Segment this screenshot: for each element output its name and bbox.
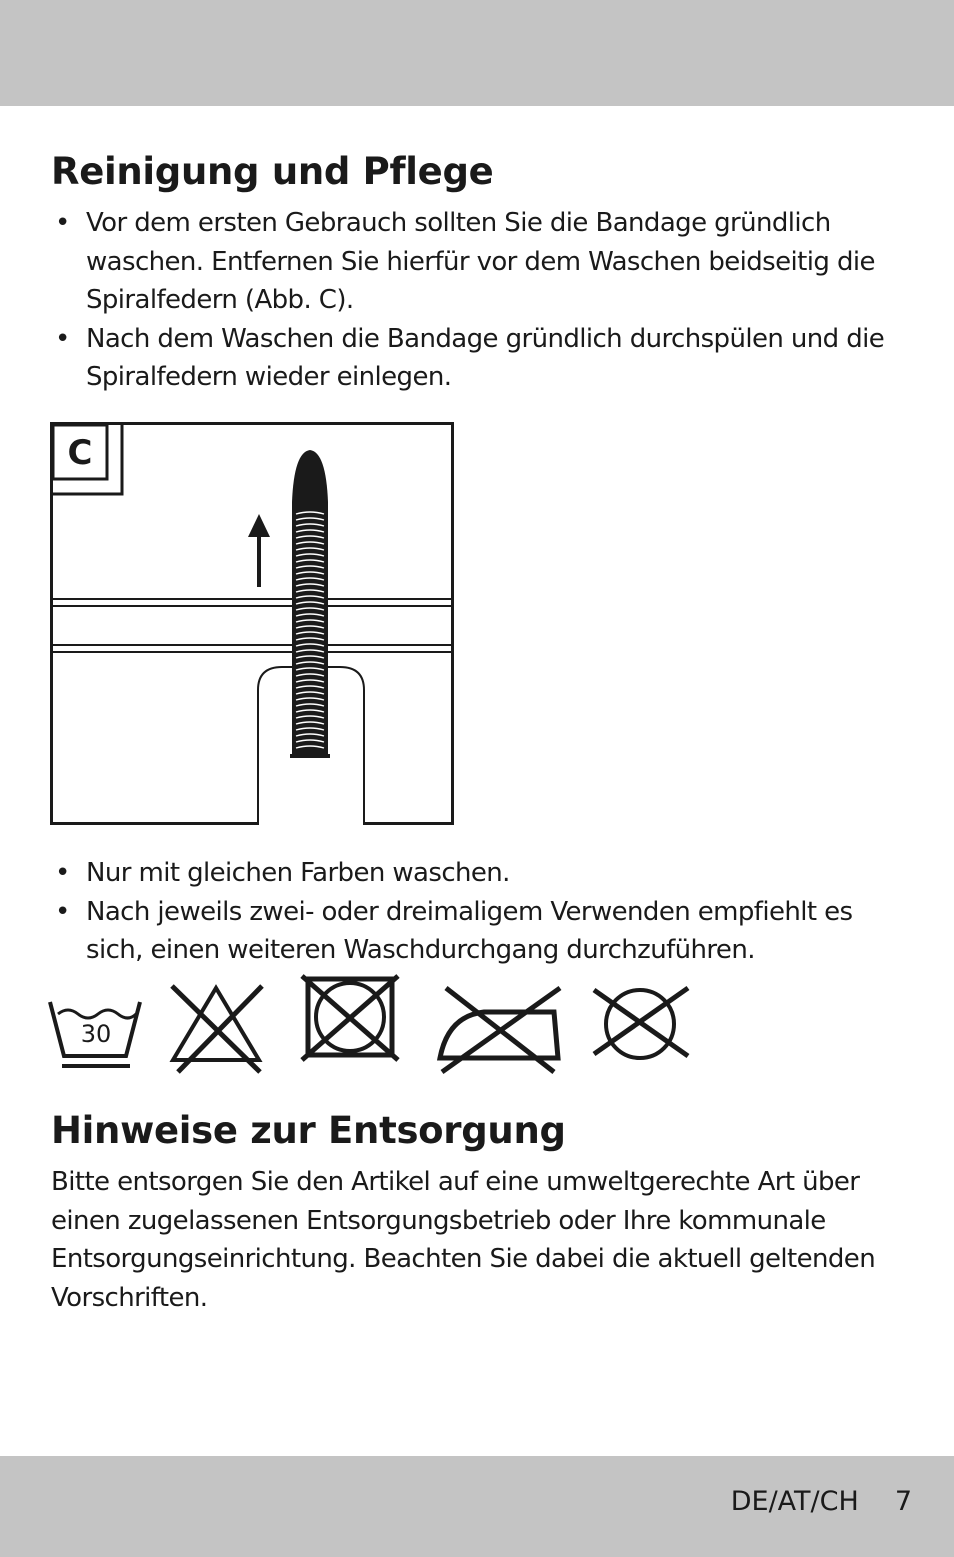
no-bleach-icon xyxy=(172,986,262,1072)
list-item: • Nur mit gleichen Farben waschen. xyxy=(51,854,911,893)
wash-temperature: 30 xyxy=(80,1020,112,1048)
disposal-heading: Hinweise zur Entsorgung xyxy=(51,1109,566,1152)
header-band xyxy=(0,0,954,106)
list-item: • Vor dem ersten Gebrauch sollten Sie die Bandage gründlich waschen. Entfernen Sie hierfür vor dem Waschen beidseitig die Spiralfedern (Abb. C). xyxy=(51,204,911,320)
cleaning-heading: Reinigung und Pflege xyxy=(51,150,494,193)
washing-bullet-list xyxy=(51,854,911,970)
footer-region: DE/AT/CH xyxy=(730,1486,859,1517)
care-symbols xyxy=(44,972,704,1078)
spiral-spring-illustration xyxy=(50,422,454,825)
no-tumble-dry-icon xyxy=(302,976,398,1060)
footer xyxy=(731,1486,912,1517)
disposal-text: Bitte entsorgen Sie den Artikel auf eine umweltgerechte Art über einen zugelassenen Entsorgungsbetrieb oder Ihre kommunale Entsorgungseinrichtung. Beachten Sie dabei die aktuell geltenden Vorschriften. xyxy=(51,1167,876,1313)
cleaning-bullet-list xyxy=(51,204,911,397)
list-item: • Nach jeweils zwei- oder dreimaligem Verwenden empfiehlt es sich, einen weiteren Waschdurchgang durchzuführen. xyxy=(51,893,911,970)
figure-label: C xyxy=(67,433,93,473)
figure-c xyxy=(50,422,454,825)
list-item: • Nach dem Waschen die Bandage gründlich durchspülen und die Spiralfedern wieder einlegen. xyxy=(51,320,911,397)
page-number: 7 xyxy=(894,1486,912,1517)
no-iron-icon xyxy=(440,988,560,1072)
no-dry-clean-icon xyxy=(594,988,688,1058)
wash-30-icon xyxy=(50,1002,140,1066)
